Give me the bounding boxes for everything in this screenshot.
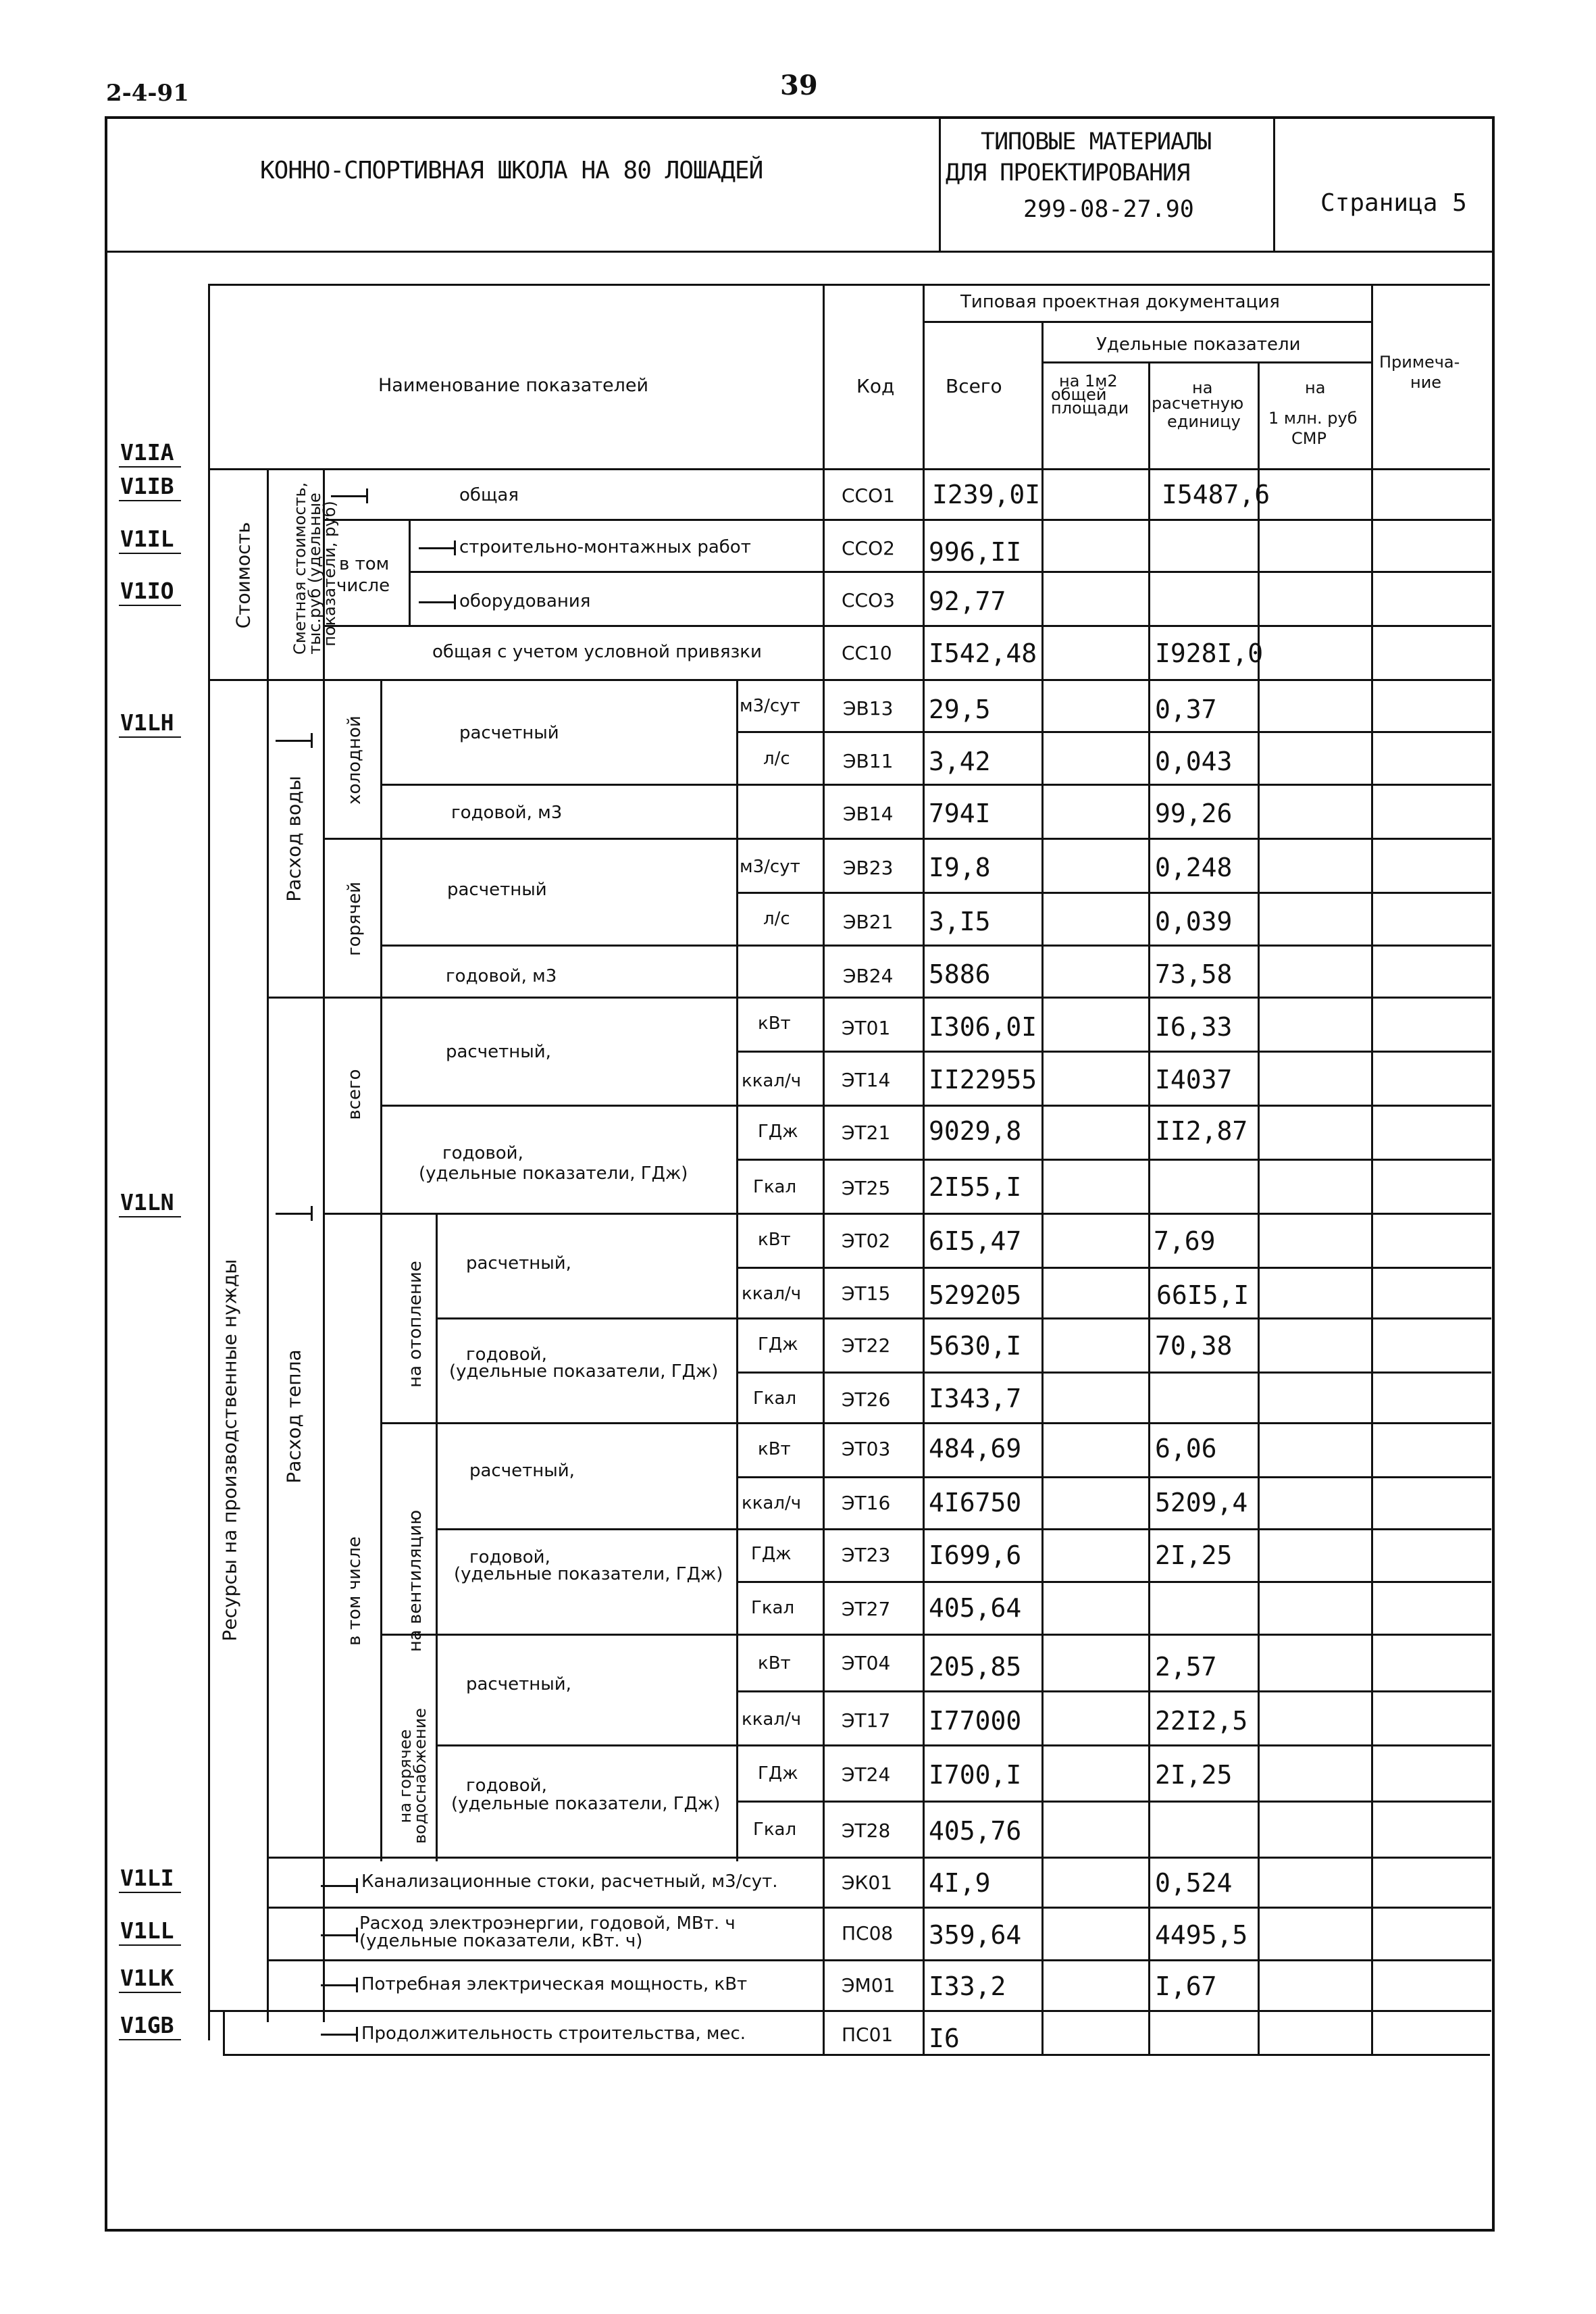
project-title: КОННО-СПОРТИВНАЯ ШКОЛА НА 80 ЛОШАДЕЙ	[260, 157, 763, 184]
row-total: 5630,I	[929, 1331, 1022, 1361]
header-indicator-name: Наименование показателей	[378, 375, 649, 396]
row-per-unit: 2I,25	[1155, 1760, 1233, 1790]
row-code: ЭК01	[842, 1871, 893, 1894]
row-total: 9029,8	[929, 1116, 1022, 1146]
label-annual-m3: годовой, м3	[446, 966, 557, 986]
row-code: ССО3	[842, 589, 895, 611]
label-electro-b: (удельные показатели, кВт. ч)	[359, 1931, 643, 1951]
header-per-mln-b: 1 млн. руб	[1268, 409, 1358, 428]
row-total: I542,48	[929, 638, 1037, 668]
row-code: ЭТ03	[842, 1438, 891, 1460]
unit-cell: ккал/ч	[742, 1284, 802, 1304]
unit-cell: ГДж	[758, 1334, 798, 1355]
row-code: ЭТ17	[842, 1709, 891, 1732]
row-code: ЭВ11	[843, 750, 894, 772]
row-total: 4I6750	[929, 1488, 1022, 1517]
unit-cell: м3/сут	[740, 696, 800, 716]
row-total: I343,7	[929, 1384, 1022, 1413]
row-total: 3,I5	[929, 907, 991, 936]
margin-code: V1IL	[120, 526, 174, 552]
row-per-unit: 6,06	[1155, 1434, 1217, 1463]
row-total: 2I55,I	[929, 1172, 1022, 1202]
header-per-m2-b: общей	[1051, 385, 1107, 404]
group-heating: на отопление	[405, 1261, 426, 1388]
header-total: Всего	[946, 375, 1002, 397]
row-total: I6	[929, 2023, 960, 2053]
unit-cell: ГДж	[758, 1763, 798, 1784]
group-estimate-b: тыс.руб (удельные	[305, 493, 324, 655]
row-total: 5886	[929, 959, 991, 989]
row-code: ЭВ23	[843, 857, 894, 879]
margin-code: V1LK	[120, 1965, 174, 1991]
row-total: I306,0I	[929, 1012, 1037, 1042]
row-total: 529205	[929, 1280, 1022, 1310]
row-total: 3,42	[929, 747, 991, 776]
row-total: 6I5,47	[929, 1226, 1022, 1256]
group-estimate-c: показатели, руб)	[320, 501, 339, 647]
group-water: Расход воды	[282, 776, 305, 902]
group-all: всего	[344, 1069, 365, 1120]
label-including-b: числе	[336, 576, 390, 596]
label-calc: расчетный	[459, 723, 559, 743]
row-code: ЭТ28	[842, 1819, 891, 1842]
page-number: 39	[780, 70, 818, 101]
group-heat: Расход тепла	[282, 1349, 305, 1484]
label-annual: годовой,	[466, 1344, 547, 1365]
page-frame	[105, 116, 1495, 2232]
group-estimate-a: Сметная стоимость,	[290, 482, 309, 655]
row-code: ЭТ16	[842, 1492, 891, 1514]
row-total: 359,64	[929, 1920, 1022, 1950]
row-total: 405,76	[929, 1816, 1022, 1846]
row-total: II22955	[929, 1065, 1037, 1095]
header-code: Код	[856, 375, 895, 397]
row-per-unit: I928I,0	[1155, 638, 1264, 668]
label-electro-a: Расход электроэнергии, годовой, МВт. ч	[359, 1913, 736, 1934]
row-total: I33,2	[929, 1971, 1006, 2001]
unit-cell: кВт	[758, 1653, 791, 1674]
header-per-m2-a: на 1м2	[1059, 372, 1118, 391]
label-annual-note: (удельные показатели, ГДж)	[454, 1564, 723, 1584]
unit-cell: л/с	[763, 909, 790, 929]
row-total: I239,0I	[932, 480, 1041, 509]
unit-cell: м3/сут	[740, 857, 800, 877]
label-calc: расчетный,	[466, 1253, 571, 1274]
row-code: ЭМ01	[842, 1974, 896, 1996]
row-per-unit: 7,69	[1154, 1226, 1216, 1256]
row-total: 92,77	[929, 586, 1006, 616]
label-calc: расчетный,	[469, 1461, 575, 1481]
sheet-label: Страница 5	[1320, 189, 1467, 217]
header-per-unit-a: на	[1192, 378, 1213, 397]
label-calc: расчетный,	[446, 1042, 551, 1062]
label-annual: годовой,	[466, 1776, 547, 1796]
row-code: ЭТ15	[842, 1282, 891, 1305]
row-per-unit: 0,039	[1155, 907, 1233, 936]
group-cost: Стоимость	[232, 522, 255, 629]
row-per-unit: I5487,6	[1162, 480, 1270, 509]
row-code: ПС08	[842, 1922, 894, 1944]
margin-code: V1IO	[120, 578, 174, 604]
label-general: общая	[459, 485, 519, 505]
row-code: ЭТ04	[842, 1652, 891, 1674]
row-total: I9,8	[929, 853, 991, 882]
margin-code: V1LI	[120, 1865, 174, 1891]
group-resources: Ресурсы на производственные нужды	[218, 1259, 241, 1642]
row-code: ЭВ13	[843, 697, 894, 720]
row-per-unit: I4037	[1155, 1065, 1233, 1095]
row-per-unit: 99,26	[1155, 799, 1233, 828]
unit-cell: Гкал	[751, 1598, 795, 1618]
group-cold: холодной	[344, 715, 365, 805]
label-calc: расчетный	[447, 880, 547, 900]
header-per-m2-c: площади	[1051, 399, 1129, 418]
label-annual: годовой,	[469, 1547, 550, 1567]
row-code: СС10	[842, 642, 892, 664]
margin-code: V1LL	[120, 1917, 174, 1944]
group-hot: горячей	[344, 882, 365, 956]
label-equipment: оборудования	[459, 591, 591, 611]
unit-cell: ГДж	[758, 1122, 798, 1142]
row-total: 484,69	[929, 1434, 1022, 1463]
row-total: I77000	[929, 1706, 1022, 1736]
row-per-unit: 2I,25	[1155, 1540, 1233, 1570]
unit-cell: ккал/ч	[742, 1709, 802, 1730]
row-code: ЭТ02	[842, 1230, 891, 1252]
label-duration: Продолжительность строительства, мес.	[361, 2023, 746, 2044]
label-sewage: Канализационные стоки, расчетный, м3/сут.	[361, 1871, 778, 1892]
row-per-unit: I6,33	[1155, 1012, 1233, 1042]
row-code: ЭТ14	[842, 1069, 891, 1091]
row-code: ЭТ26	[842, 1388, 891, 1411]
row-code: ЭТ23	[842, 1544, 891, 1566]
row-code: ЭТ27	[842, 1598, 891, 1620]
row-code: ЭТ25	[842, 1177, 891, 1199]
unit-cell: кВт	[758, 1013, 791, 1034]
label-annual-note: (удельные показатели, ГДж)	[451, 1794, 721, 1814]
row-code: ЭТ21	[842, 1122, 891, 1144]
unit-cell: Гкал	[753, 1388, 797, 1409]
row-total: 4I,9	[929, 1868, 991, 1898]
row-per-unit: 73,58	[1155, 959, 1233, 989]
label-annual-note: (удельные показатели, ГДж)	[419, 1163, 688, 1184]
row-per-unit: 22I2,5	[1155, 1706, 1248, 1736]
row-per-unit: 0,043	[1155, 747, 1233, 776]
row-per-unit: 0,524	[1155, 1868, 1233, 1898]
materials-code: 299-08-27.90	[1023, 196, 1194, 223]
label-annual: годовой,	[442, 1143, 523, 1163]
unit-cell: кВт	[758, 1230, 791, 1250]
group-hotwater-a: на горячее	[396, 1729, 415, 1823]
unit-cell: л/с	[763, 749, 790, 769]
row-per-unit: 66I5,I	[1156, 1280, 1250, 1310]
label-annual-note: (удельные показатели, ГДж)	[449, 1361, 719, 1382]
materials-line-2: ДЛЯ ПРОЕКТИРОВАНИЯ	[946, 159, 1190, 186]
header-note-a: Примеча-	[1379, 353, 1460, 372]
row-total: 29,5	[929, 695, 991, 724]
margin-code: V1IA	[120, 439, 174, 466]
row-per-unit: 0,248	[1155, 853, 1233, 882]
row-total: I700,I	[929, 1760, 1022, 1790]
materials-line-1: ТИПОВЫЕ МАТЕРИАЛЫ	[981, 128, 1212, 155]
group-including: в том числе	[344, 1536, 365, 1646]
unit-cell: ккал/ч	[742, 1493, 802, 1513]
row-code: ЭВ21	[843, 911, 894, 933]
unit-cell: Гкал	[753, 1819, 797, 1840]
label-construction: строительно-монтажных работ	[459, 537, 751, 557]
margin-code: V1IB	[120, 473, 174, 499]
label-general-ref: общая с учетом условной привязки	[432, 642, 762, 662]
row-code: ЭТ24	[842, 1763, 891, 1786]
row-code: ЭТ22	[842, 1334, 891, 1357]
row-total: 794I	[929, 799, 991, 828]
margin-code: V1GB	[120, 2012, 174, 2038]
row-per-unit: I,67	[1155, 1971, 1217, 2001]
header-per-unit-c: единицу	[1167, 412, 1241, 431]
row-per-unit: 5209,4	[1155, 1488, 1248, 1517]
header-specific: Удельные показатели	[1096, 334, 1301, 355]
group-vent: на вентиляцию	[405, 1509, 426, 1653]
group-hotwater-b: водоснабжение	[411, 1708, 430, 1844]
header-typical-doc: Типовая проектная документация	[960, 292, 1280, 312]
unit-cell: ГДж	[751, 1544, 792, 1564]
header-per-unit-b: расчетную	[1152, 394, 1244, 413]
header-per-mln-a: на	[1305, 378, 1326, 397]
unit-cell: Гкал	[753, 1177, 797, 1197]
header-per-mln-c: СМР	[1291, 429, 1327, 448]
row-total: I699,6	[929, 1540, 1022, 1570]
row-per-unit: 4495,5	[1155, 1920, 1248, 1950]
unit-cell: ккал/ч	[742, 1071, 802, 1091]
row-per-unit: 70,38	[1155, 1331, 1233, 1361]
row-code: ССО1	[842, 484, 895, 507]
document-code: 2-4-91	[106, 80, 189, 107]
row-code: ЭВ14	[843, 803, 894, 825]
row-total: 405,64	[929, 1593, 1022, 1623]
margin-code: V1LH	[120, 709, 174, 736]
row-per-unit: 2,57	[1155, 1652, 1217, 1682]
row-code: ЭТ01	[842, 1017, 891, 1039]
label-calc: расчетный,	[466, 1674, 571, 1694]
header-note-b: ние	[1410, 373, 1442, 392]
row-per-unit: II2,87	[1155, 1116, 1248, 1146]
row-code: ЭВ24	[843, 965, 894, 987]
label-including-a: в том	[339, 554, 390, 574]
row-per-unit: 0,37	[1155, 695, 1217, 724]
row-code: ПС01	[842, 2023, 894, 2046]
unit-cell: кВт	[758, 1439, 791, 1459]
margin-code: V1LN	[120, 1189, 174, 1215]
row-total: 996,II	[929, 537, 1022, 567]
label-power: Потребная электрическая мощность, кВт	[361, 1974, 748, 1994]
row-total: 205,85	[929, 1652, 1022, 1682]
label-annual-m3: годовой, м3	[451, 803, 563, 823]
row-code: ССО2	[842, 537, 895, 559]
